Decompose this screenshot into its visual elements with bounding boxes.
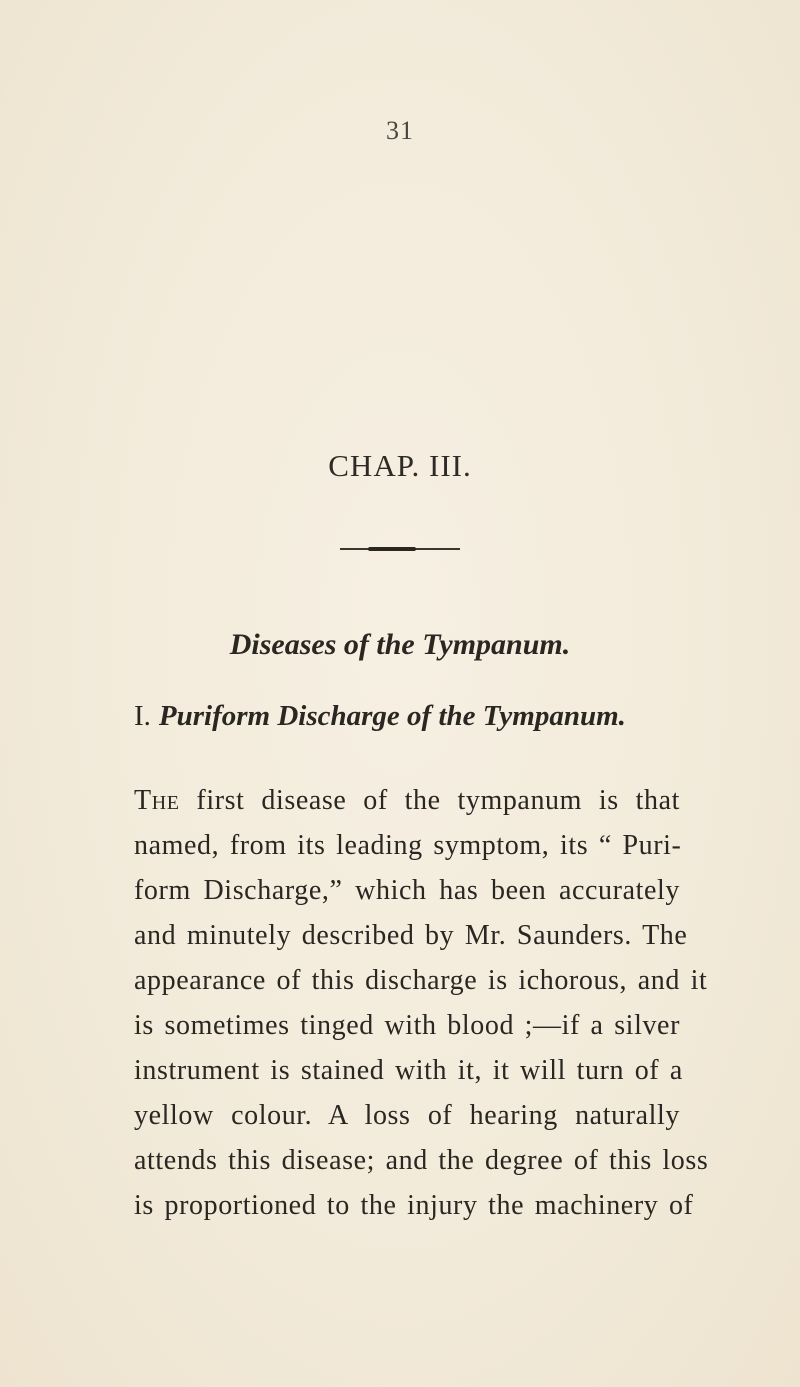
text-line: attends this disease; and the degree of this loss xyxy=(134,1145,709,1176)
text-line-content: first disease of the tympanum is that xyxy=(196,785,680,816)
text-line: instrument is stained with it, it will turn of a xyxy=(134,1055,683,1086)
text-line: appearance of this discharge is ichorous, and it xyxy=(134,965,708,996)
body-paragraph xyxy=(134,778,709,1228)
subsection-heading xyxy=(134,700,626,733)
section-title: Diseases of the Tympanum. xyxy=(229,628,571,661)
text-line: and minutely described by Mr. Saunders. The xyxy=(134,920,688,951)
text-line xyxy=(134,778,680,823)
text-line: named, from its leading symptom, its “ Puri- xyxy=(134,830,682,861)
ornamental-rule xyxy=(340,548,460,550)
text-line: is sometimes tinged with blood ;—if a silver xyxy=(134,1010,680,1041)
lead-word: The xyxy=(134,785,180,816)
text-line: yellow colour. A loss of hearing naturally xyxy=(134,1100,680,1131)
page-number: 31 xyxy=(386,116,414,145)
subsection-title: Puriform Discharge of the Tympanum. xyxy=(158,700,626,732)
text-line: form Discharge,” which has been accurately xyxy=(134,875,680,906)
text-line: is proportioned to the injury the machinery of xyxy=(134,1190,694,1221)
subsection-number: I. xyxy=(134,700,151,732)
chapter-heading: CHAP. III. xyxy=(328,448,472,483)
